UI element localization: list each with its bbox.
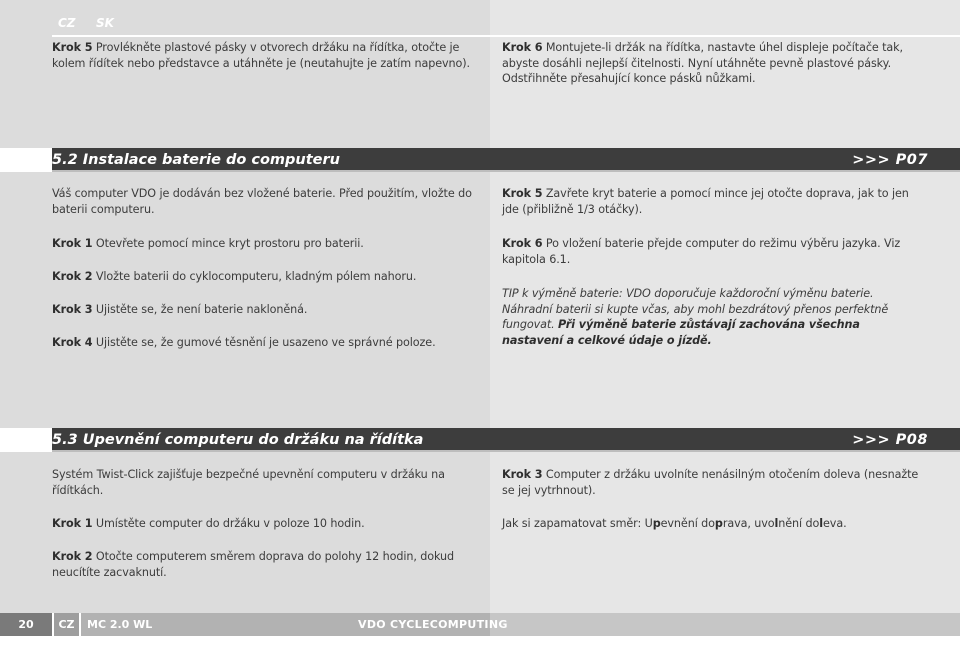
mnemonic-part: eva. [823, 517, 847, 530]
step-label: Krok 3 [52, 303, 93, 316]
sec52-step-5 [502, 186, 922, 217]
step-text: Zavřete kryt baterie a pomocí mince jej otočte doprava, jak to jen jde (přibližně 1/3 otáčky). [502, 187, 909, 216]
step-text: Umístěte computer do držáku v poloze 10 hodin. [92, 517, 365, 530]
step-text: Po vložení baterie přejde computer do režimu výběru jazyka. Viz kapitola 6.1. [502, 237, 901, 266]
mnemonic-highlight: p [652, 517, 661, 530]
step-label: Krok 1 [52, 517, 93, 530]
step-label: Krok 2 [52, 550, 93, 563]
page-reference-link[interactable]: >>> P07 [852, 152, 928, 168]
footer-model: MC 2.0 WL [87, 618, 153, 631]
tip-text: TIP k výměně baterie: VDO doporučuje každoroční výměnu baterie. Náhradní baterii si kupte včas, aby mohl bezdrátový přenos perfektně fungovat. [502, 287, 889, 331]
sec53-step-3 [502, 467, 927, 498]
sec52-step-4 [52, 335, 472, 351]
sec52-step-3 [52, 302, 472, 318]
footer-brand-bar [358, 613, 960, 636]
page-reference-link[interactable]: >>> P08 [852, 432, 928, 448]
step-label: Krok 5 [502, 187, 543, 200]
footer-language: CZ [54, 613, 79, 636]
step-label: Krok 6 [502, 41, 543, 54]
step-text: Otočte computerem směrem doprava do polohy 12 hodin, dokud neucítíte zacvaknutí. [52, 550, 455, 579]
sec52-tip [502, 286, 912, 348]
section-title: 5.2 Instalace baterie do computeru [52, 152, 340, 168]
sec52-step-1 [52, 236, 472, 252]
sec52-step-2 [52, 269, 472, 285]
footer-brand: VDO CYCLECOMPUTING [358, 618, 508, 631]
mnemonic-part: evnění do [660, 517, 715, 530]
step-text: Vložte baterii do cyklocomputeru, kladným pólem nahoru. [92, 270, 417, 283]
sec52-intro: Váš computer VDO je dodáván bez vložené baterie. Před použitím, vložte do baterii computeru. [52, 187, 472, 216]
page-number: 20 [0, 613, 52, 636]
step-text: Otevřete pomocí mince kryt prostoru pro baterii. [92, 237, 364, 250]
step-label: Krok 3 [502, 468, 543, 481]
top-right-step [502, 40, 932, 87]
section-5-2-header [52, 148, 960, 172]
step-label: Krok 2 [52, 270, 93, 283]
top-left-step [52, 40, 480, 71]
mnemonic-highlight: p [714, 517, 723, 530]
header-rule [52, 35, 960, 37]
mnemonic-part: rava, uvo [722, 517, 775, 530]
step-text: Computer z držáku uvolníte nenásilným otočením doleva (nesnažte se jej vytrhnout). [502, 468, 919, 497]
sec53-step-1 [52, 516, 472, 532]
mnemonic-highlight: l [819, 517, 824, 530]
sec53-step-2 [52, 549, 472, 580]
step-text: Ujistěte se, že není baterie nakloněná. [92, 303, 308, 316]
section-5-3-header [52, 428, 960, 452]
tip-emphasis: Při výměně baterie zůstávají zachována všechna nastavení a celkové údaje o jízdě. [502, 318, 860, 347]
tab-sk[interactable]: SK [96, 16, 114, 30]
mnemonic-part: nění do [778, 517, 820, 530]
step-label: Krok 1 [52, 237, 93, 250]
sec53-mnemonic [502, 516, 927, 532]
mnemonic-part: Jak si zapamatovat směr: U [502, 517, 653, 530]
sec53-intro: Systém Twist-Click zajišťuje bezpečné upevnění computeru v držáku na řídítkách. [52, 468, 445, 497]
step-text: Ujistěte se, že gumové těsnění je usazeno ve správné poloze. [92, 336, 436, 349]
step-text: Montujete-li držák na řídítka, nastavte úhel displeje počítače tak, abyste dosáhli nejlepší čitelnosti. Nyní utáhněte pevně plastové pásky. Odstřihněte přesahující konce pásků nůžkami. [502, 41, 904, 85]
sec52-step-6 [502, 236, 922, 267]
footer [0, 613, 960, 636]
section-title: 5.3 Upevnění computeru do držáku na řídítka [52, 432, 424, 448]
tab-cz[interactable]: CZ [58, 16, 76, 30]
step-label: Krok 5 [52, 41, 93, 54]
step-text: Provlékněte plastové pásky v otvorech držáku na řídítka, otočte je kolem řídítek nebo představce a utáhněte je (neutahujte je zatím napevno). [52, 41, 470, 70]
step-label: Krok 6 [502, 237, 543, 250]
step-label: Krok 4 [52, 336, 93, 349]
mnemonic-highlight: l [774, 517, 779, 530]
